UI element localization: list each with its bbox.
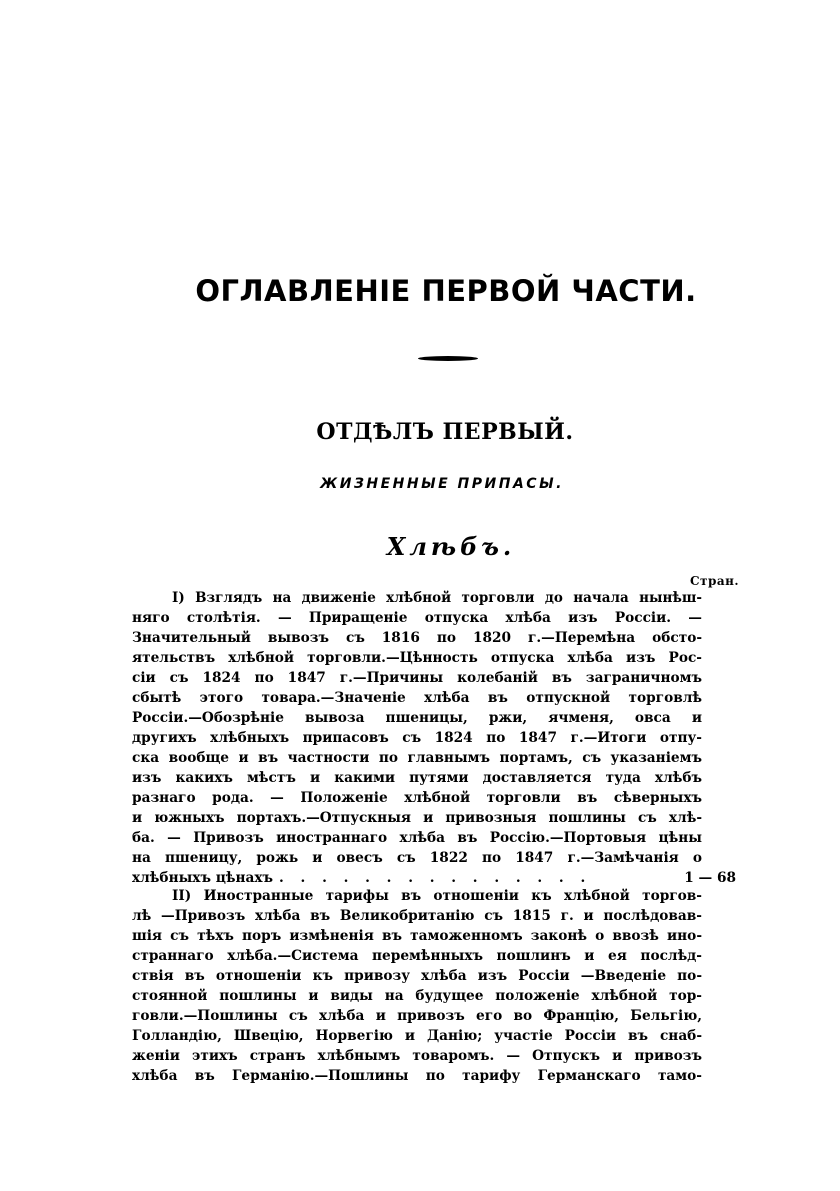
toc-line: и южныхъ портахъ.—Отпускныя и привозныя пошлины съ хлѣ- bbox=[132, 810, 702, 826]
toc-entry bbox=[132, 886, 702, 1086]
toc-line: II) Иностранные тарифы въ отношеніи къ хлѣбной торгов- bbox=[172, 888, 702, 904]
toc-line: говли.—Пошлины съ хлѣба и привозъ его во Францію, Бельгію, bbox=[132, 1008, 702, 1024]
subsection-title: ЖИЗНЕННЫЕ ПРИПАСЫ. bbox=[320, 476, 564, 492]
toc-line: ятельствъ хлѣбной торговли.—Цѣнность отпуска хлѣба изъ Рос- bbox=[132, 650, 702, 666]
toc-entry bbox=[132, 588, 736, 888]
section-title: ОТДѢЛЪ ПЕРВЫЙ. bbox=[316, 419, 574, 445]
toc-line: шія съ тѣхъ поръ измѣненія въ таможенномъ законѣ о ввозѣ ино- bbox=[132, 928, 702, 944]
toc-line: Значительный вывозъ съ 1816 по 1820 г.—Перемѣна обсто- bbox=[132, 630, 702, 646]
toc-line-text: хлѣбныхъ цѣнахъ bbox=[132, 870, 274, 886]
toc-line: Голландію, Швецію, Норвегію и Данію; участіе Россіи въ снаб- bbox=[132, 1028, 702, 1044]
main-title: ОГЛАВЛЕНІЕ ПЕРВОЙ ЧАСТИ. bbox=[195, 274, 697, 308]
toc-line: на пшеницу, рожь и овесъ съ 1822 по 1847 г.—Замѣчанія о bbox=[132, 850, 702, 866]
page-range: 1 — 68 bbox=[684, 870, 736, 886]
toc-line: разнаго рода. — Положеніе хлѣбной торговли въ сѣверныхъ bbox=[132, 790, 702, 806]
toc-line: Россіи.—Обозрѣніе вывоза пшеницы, ржи, ячменя, овса и bbox=[132, 710, 702, 726]
toc-line: стоянной пошлины и виды на будущее положеніе хлѣбной тор- bbox=[132, 988, 702, 1004]
leader-dots: . . . . . . . . . . . . . . . bbox=[279, 870, 592, 886]
page-column-header: Стран. bbox=[690, 574, 740, 588]
toc-line: другихъ хлѣбныхъ припасовъ съ 1824 по 1847 г.—Итоги отпу- bbox=[132, 730, 702, 746]
toc-line: хлѣба въ Германію.—Пошлины по тарифу Германскаго тамо- bbox=[132, 1068, 702, 1084]
chapter-title: Хлѣбъ. bbox=[386, 532, 516, 561]
toc-line: изъ какихъ мѣстъ и какими путями доставляется туда хлѣбъ bbox=[132, 770, 702, 786]
title-rule bbox=[418, 356, 478, 361]
toc-line: страннаго хлѣба.—Система перемѣнныхъ пошлинъ и ея послѣд- bbox=[132, 948, 702, 964]
toc-line-last bbox=[132, 868, 736, 888]
toc-line: ствія въ отношеніи къ привозу хлѣба изъ Россіи —Введеніе по- bbox=[132, 968, 702, 984]
toc-line: ба. — Привозъ иностраннаго хлѣба въ Россію.—Портовыя цѣны bbox=[132, 830, 702, 846]
toc-line: сбытѣ этого товара.—Значеніе хлѣба въ отпускной торговлѣ bbox=[132, 690, 702, 706]
toc-line: женіи этихъ странъ хлѣбнымъ товаромъ. — Отпускъ и привозъ bbox=[132, 1048, 702, 1064]
toc-line: I) Взглядъ на движеніе хлѣбной торговли до начала нынѣш- bbox=[172, 590, 702, 606]
toc-line: лѣ —Привозъ хлѣба въ Великобританію съ 1815 г. и послѣдовав- bbox=[132, 908, 702, 924]
toc-line: ска вообще и въ частности по главнымъ портамъ, съ указаніемъ bbox=[132, 750, 702, 766]
toc-line: няго столѣтія. — Приращеніе отпуска хлѣба изъ Россіи. — bbox=[132, 610, 702, 626]
toc-line: сіи съ 1824 по 1847 г.—Причины колебаній въ заграничномъ bbox=[132, 670, 702, 686]
